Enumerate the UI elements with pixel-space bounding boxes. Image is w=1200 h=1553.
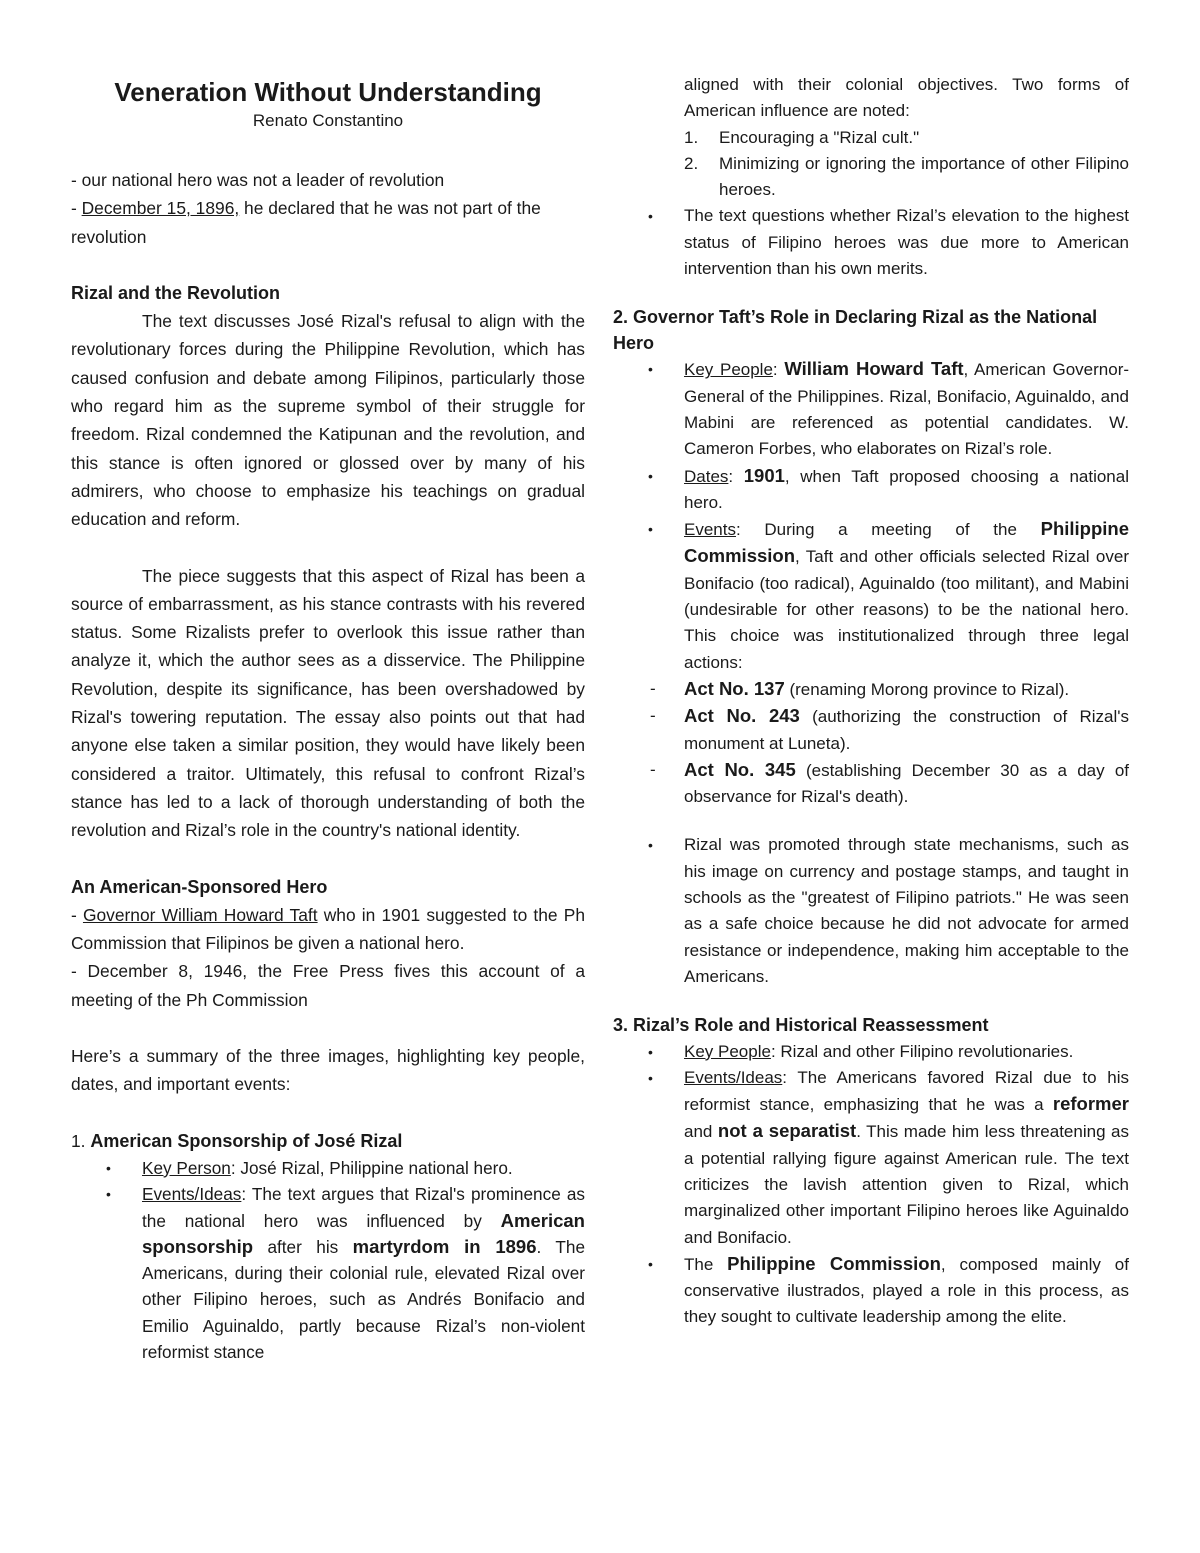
dates-rest: , when Taft proposed choosing a national hero. bbox=[684, 466, 1129, 512]
intro-date: December 15, 1896, bbox=[81, 198, 240, 219]
martyrdom: martyrdom in 1896 bbox=[352, 1235, 537, 1257]
intro-line-2-rest: he declared that he was not part of the revolution bbox=[71, 198, 541, 247]
act-number: Act No. 243 bbox=[684, 705, 800, 727]
taft-name: Governor William Howard Taft bbox=[82, 904, 318, 925]
rizal-revolution-para-2: The piece suggests that this aspect of Rizal has been a source of embarrassment, as his stance contrasts with his revered status. Some Rizalists prefer to overlook this issue rather than analyze it, which the author sees as a disservice. The Philippine Revolution, despite its significance, has been overshadowed by Rizal's towering reputation. The essay also points out that had anyone else taken a similar position, they would have likely been considered a traitor. Ultimately, this refusal to confront Rizal’s stance has led to a lack of thorough understanding of both the revolution and Rizal’s role in the country's national identity. bbox=[71, 565, 585, 841]
key-people-rest: , American Governor-General of the Philippines. Rizal, Bonifacio, Aguinaldo, and Mabini are referenced as potential candidates. W. Cameron Forbes, who elaborates on Rizal’s role. bbox=[684, 360, 1130, 459]
form-number: 1. bbox=[684, 127, 699, 147]
list-item bbox=[613, 1039, 1129, 1065]
intro-line-2 bbox=[71, 194, 585, 251]
heading-section-2: 2. Governor Taft’s Role in Declaring Rizal as the National Hero bbox=[613, 307, 1098, 354]
list-item bbox=[613, 463, 1129, 517]
section-1-list bbox=[71, 1155, 585, 1365]
events-text-c: , Taft and other officials selected Rizal over Bonifacio (too radical), Aguinaldo (too militant), and Mabini (undesirable for other reasons) to be the national hero. This choice was institutionalized through three legal actions: bbox=[684, 547, 1129, 672]
list-item bbox=[613, 676, 1129, 703]
reformer: reformer bbox=[1052, 1093, 1129, 1115]
intro-line-1: - our national hero was not a leader of revolution bbox=[71, 170, 445, 190]
bullet-icon: • bbox=[648, 1255, 653, 1272]
events-text-a: : The Americans favored Rizal due to his reformist stance, emphasizing that he was a bbox=[684, 1067, 1129, 1115]
events-text-a: : The text argues that Rizal's prominence as the national hero was influenced by bbox=[142, 1184, 585, 1231]
section-2-list bbox=[613, 356, 1129, 676]
act-text: (establishing December 30 as a day of observance for Rizal's death). bbox=[684, 760, 1130, 807]
list-item bbox=[613, 356, 1129, 462]
american-sponsorship: American sponsorship bbox=[142, 1209, 585, 1257]
list-item bbox=[613, 203, 1129, 282]
bullet-icon: • bbox=[648, 467, 653, 484]
bullet-icon: • bbox=[648, 1069, 653, 1086]
events-text-a: : During a meeting of the bbox=[735, 520, 1041, 540]
section-3-list bbox=[613, 1039, 1129, 1331]
american-hero-line-1 bbox=[71, 901, 585, 958]
list-item bbox=[71, 1155, 585, 1181]
not-separatist: not a separatist bbox=[717, 1120, 857, 1142]
bullet-icon: • bbox=[106, 1186, 111, 1203]
bullet-icon: • bbox=[106, 1159, 111, 1176]
list-item bbox=[613, 832, 1129, 990]
bullet-icon: • bbox=[648, 1043, 653, 1060]
list-item bbox=[613, 757, 1129, 811]
list-item bbox=[684, 125, 1129, 151]
document-title: Veneration Without Understanding bbox=[114, 77, 542, 107]
events-label: Events/Ideas bbox=[684, 1067, 783, 1087]
form-text: Minimizing or ignoring the importance of other Filipino heroes. bbox=[719, 153, 1129, 200]
list-item bbox=[613, 1065, 1129, 1251]
commission-text-c: , composed mainly of conservative ilustrados, played a role in this process, as they sought to cultivate leadership among the elite. bbox=[684, 1254, 1129, 1327]
commission-text-a: The bbox=[684, 1254, 728, 1274]
bullet-icon: • bbox=[648, 361, 653, 378]
events-label: Events bbox=[684, 520, 736, 540]
american-influence-forms bbox=[684, 125, 1129, 204]
bullet-icon: • bbox=[648, 837, 653, 854]
act-number: Act No. 345 bbox=[684, 758, 796, 780]
act-number: Act No. 137 bbox=[684, 677, 785, 699]
section-1-continued: aligned with their colonial objectives. Two forms of American influence are noted: bbox=[684, 75, 1129, 121]
section-1-title: American Sponsorship of José Rizal bbox=[90, 1130, 403, 1151]
form-text: Encouraging a "Rizal cult." bbox=[719, 127, 920, 147]
act-text: (authorizing the construction of Rizal's monument at Luneta). bbox=[684, 707, 1129, 753]
philippine-commission: Philippine Commission bbox=[727, 1252, 941, 1274]
american-hero-line-2: - December 8, 1946, the Free Press fives this account of a meeting of the Ph Commission bbox=[71, 961, 585, 1010]
dash-marker: - bbox=[650, 678, 656, 698]
heading-american-hero: An American-Sponsored Hero bbox=[71, 876, 328, 897]
legal-acts-list bbox=[613, 676, 1129, 810]
taft-bold-name: William Howard Taft bbox=[784, 358, 964, 380]
list-item bbox=[613, 516, 1129, 676]
events-text-d-left: . The Americans, during their colonial rule, elevated Rizal over other Filipino heroes, such as Andrés Bonifacio and Emilio Aguinaldo, partly because Rizal’s non-violent reformist stance bbox=[142, 1236, 586, 1362]
key-person-text: : José Rizal, Philippine national hero. bbox=[230, 1157, 513, 1178]
right-column bbox=[613, 72, 1129, 1331]
elevation-question: The text questions whether Rizal’s elevation to the highest status of Filipino heroes was due more to American intervention than his own merits. bbox=[684, 206, 1129, 279]
rizal-revolution-para-1: The text discusses José Rizal's refusal to align with the revolutionary forces during the Philippine Revolution, which has caused confusion and debate among Filipinos, particularly those who regard him as the supreme symbol of their struggle for freedom. Rizal condemned the Katipunan and the revolution, and this stance is often ignored or glossed over by many of his admirers, who choose to emphasize his teachings on gradual education and reform. bbox=[71, 311, 585, 530]
summary-intro: Here’s a summary of the three images, highlighting key people, dates, and important events: bbox=[71, 1046, 585, 1095]
american-hero-line-1-prefix: - bbox=[71, 904, 83, 925]
act-text: (renaming Morong province to Rizal). bbox=[784, 679, 1070, 699]
intro-line-2-prefix: - bbox=[71, 198, 82, 219]
left-column bbox=[71, 72, 585, 1365]
list-item bbox=[613, 703, 1129, 757]
heading-section-3: 3. Rizal’s Role and Historical Reassessment bbox=[613, 1015, 989, 1036]
heading-section-1 bbox=[71, 1127, 585, 1155]
list-item bbox=[684, 151, 1129, 204]
heading-rizal-revolution: Rizal and the Revolution bbox=[71, 282, 281, 303]
form-number: 2. bbox=[684, 153, 699, 173]
key-people-label: Key People bbox=[684, 360, 773, 380]
dates-label: Dates bbox=[684, 466, 729, 486]
dash-marker: - bbox=[650, 706, 656, 726]
key-people-colon: : bbox=[772, 360, 785, 380]
events-text-d: . This made him less threatening as a potential rallying figure against American rule. The text criticizes the lavish attention given to Rizal, which marginalized other important Filipino heroes like Aguinaldo and Bonifacio. bbox=[684, 1122, 1129, 1247]
section-2-list-cont bbox=[613, 832, 1129, 990]
section-1-number: 1. bbox=[71, 1130, 91, 1151]
bullet-icon: • bbox=[648, 521, 653, 538]
list-item bbox=[613, 1251, 1129, 1331]
events-text-c: and bbox=[684, 1122, 718, 1142]
events-text-c: after his bbox=[253, 1236, 353, 1257]
american-hero-line-1-rest: who in 1901 suggested to the Ph Commission that Filipinos be given a national hero. bbox=[71, 904, 586, 954]
dates-colon: : bbox=[728, 466, 744, 486]
key-people-label: Key People bbox=[684, 1041, 771, 1061]
document-author: Renato Constantino bbox=[252, 111, 404, 130]
bullet-icon: • bbox=[648, 208, 653, 225]
dash-marker: - bbox=[650, 759, 656, 779]
key-person-label: Key Person bbox=[142, 1157, 231, 1178]
promotion-text: Rizal was promoted through state mechanisms, such as his image on currency and postage stamps, and taught in schools as the "greatest of Filipino patriots." He was seen as a safe choice because he did not advocate for armed resistance or independence, making him acceptable to the Americans. bbox=[684, 835, 1129, 986]
events-label: Events/Ideas bbox=[142, 1184, 242, 1205]
list-item bbox=[71, 1181, 585, 1365]
key-people-text: : Rizal and other Filipino revolutionaries. bbox=[770, 1041, 1074, 1061]
section-1-list-cont bbox=[613, 203, 1129, 282]
dates-year: 1901 bbox=[743, 464, 785, 486]
philippine-commission: Philippine Commission bbox=[684, 518, 1129, 567]
